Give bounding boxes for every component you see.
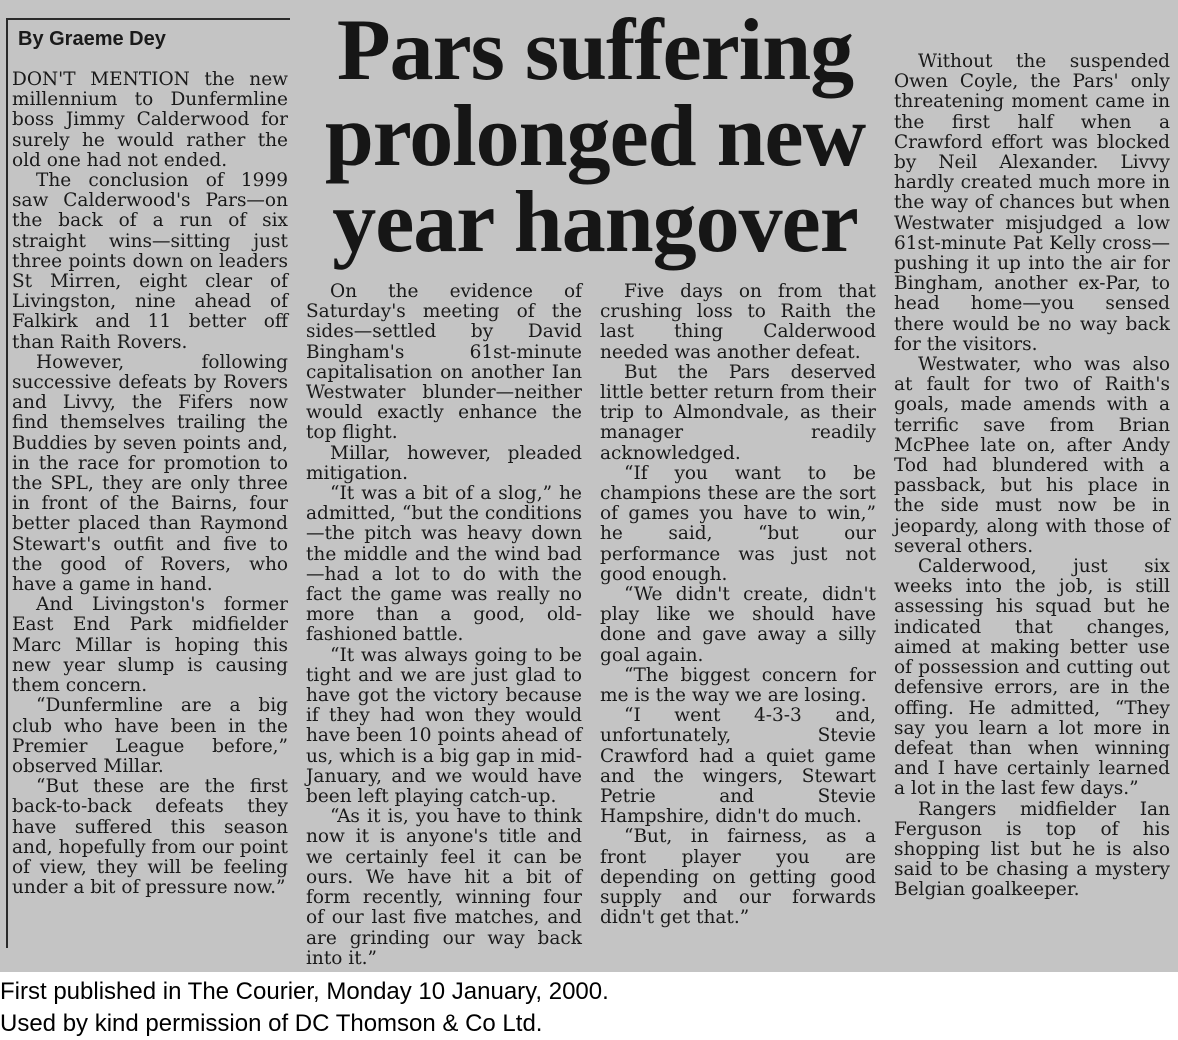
article-column-2 bbox=[306, 282, 582, 969]
paragraph: And Livingston's former East End Park midfielder Marc Millar is hoping this new year slump is causing them concern. bbox=[12, 594, 288, 697]
paragraph: On the evidence of Saturday's meeting of the sides—settled by David Bingham's 61st-minute capitalisation on another Ian Westwater blunder—neither would exactly enhance the top flight. bbox=[306, 281, 582, 444]
paragraph: “It was always going to be tight and we are just glad to have got the victory because if they had won they would have been 10 points ahead of us, which is a big gap in mid-January, and we would have been left playing catch-up. bbox=[306, 644, 582, 808]
paragraph: “But these are the first back-to-back defeats they have suffered this season and, hopefully from our point of view, they will be feeling under a bit of pressure now.” bbox=[12, 776, 288, 899]
caption-line-permission: Used by kind permission of DC Thomson & Co Ltd. bbox=[0, 1010, 543, 1037]
article-column-4 bbox=[894, 52, 1170, 901]
paragraph: The conclusion of 1999 saw Calderwood's Pars—on the back of a run of six straight wins—sitting just three points down on leaders St Mirren, eight clear of Livingston, nine ahead of Falkirk and 11 better off than Raith Rovers. bbox=[12, 170, 288, 353]
paragraph: However, following successive defeats by Rovers and Livvy, the Fifers now find themselves trailing the Buddies by seven points and, in the race for promotion to the SPL, they are only three in front of the Bairns, four better placed than Raymond Stewart's outfit and five to the good of Rovers, who have a game in hand. bbox=[12, 351, 288, 596]
byline: By Graeme Dey bbox=[18, 28, 166, 50]
paragraph: Calderwood, just six weeks into the job, is still assessing his squad but he indicated that changes, aimed at making better use of possession and cutting out defensive errors, are in the offing. He admitted, “They say you learn a lot more in defeat than when winning and I have certainly learned a lot in the last few days.” bbox=[894, 556, 1170, 800]
byline-rule bbox=[6, 18, 290, 20]
paragraph: Five days on from that crushing loss to Raith the last thing Calderwood needed was another defeat. bbox=[600, 281, 876, 363]
paragraph: “The biggest concern for me is the way we are losing. bbox=[600, 664, 876, 707]
paragraph: Rangers midfielder Ian Ferguson is top of his shopping list but he is also said to be chasing a mystery Belgian goalkeeper. bbox=[894, 798, 1170, 901]
column-rule bbox=[6, 18, 8, 948]
paragraph: Westwater, who was also at fault for two of Raith's goals, made amends with a terrific save from Brian McPhee late on, after Andy Tod had blundered with a passback, but his place in the side must now be in jeopardy, along with those of several others. bbox=[894, 354, 1170, 557]
caption-line-publication: First published in The Courier, Monday 10 January, 2000. bbox=[0, 978, 609, 1005]
paragraph: “As it is, you have to think now it is anyone's title and we certainly feel it can be ours. We have hit a bit of form recently, winning four of our last five matches, and are grinding our way back into it.” bbox=[306, 806, 582, 969]
paragraph: “But, in fairness, as a front player you are depending on getting good supply and our forwards didn't get that.” bbox=[600, 826, 876, 929]
headline: Pars suffering prolonged new year hangover bbox=[324, 2, 866, 271]
paragraph: “If you want to be champions these are the sort of games you have to win,” he said, “but our performance was just not good enough. bbox=[600, 462, 876, 585]
paragraph: But the Pars deserved little better return from their trip to Almondvale, as their manager readily acknowledged. bbox=[600, 361, 876, 464]
paragraph: “It was a bit of a slog,” he admitted, “but the conditions—the pitch was heavy down the middle and the wind bad—had a lot to do with the fact the game was really no more than a good, old-fashioned battle. bbox=[306, 483, 582, 646]
credit-caption bbox=[0, 976, 1178, 1040]
paragraph: Millar, however, pleaded mitigation. bbox=[306, 442, 582, 484]
article-column-3 bbox=[600, 282, 876, 929]
article-column-1 bbox=[12, 26, 288, 898]
paragraph: “We didn't create, didn't play like we should have done and gave away a silly goal again. bbox=[600, 584, 876, 666]
paragraph: “Dunfermline are a big club who have been in the Premier League before,” observed Millar. bbox=[12, 695, 288, 777]
paragraph: DON'T MENTION the new millennium to Dunfermline boss Jimmy Calderwood for surely he would rather the old one had not ended. bbox=[12, 69, 288, 171]
paragraph: “I went 4-3-3 and, unfortunately, Stevie Crawford had a quiet game and the wingers, Stewart Petrie and Stevie Hampshire, didn't do much. bbox=[600, 705, 876, 828]
paragraph: Without the suspended Owen Coyle, the Pars' only threatening moment came in the first half when a Crawford effort was blocked by Neil Alexander. Livvy hardly created much more in the way of chances but when Westwater misjudged a low 61st-minute Pat Kelly cross—pushing it up into the air for Bingham, another ex-Par, to head home—you sensed there would be no way back for the visitors. bbox=[894, 51, 1170, 355]
